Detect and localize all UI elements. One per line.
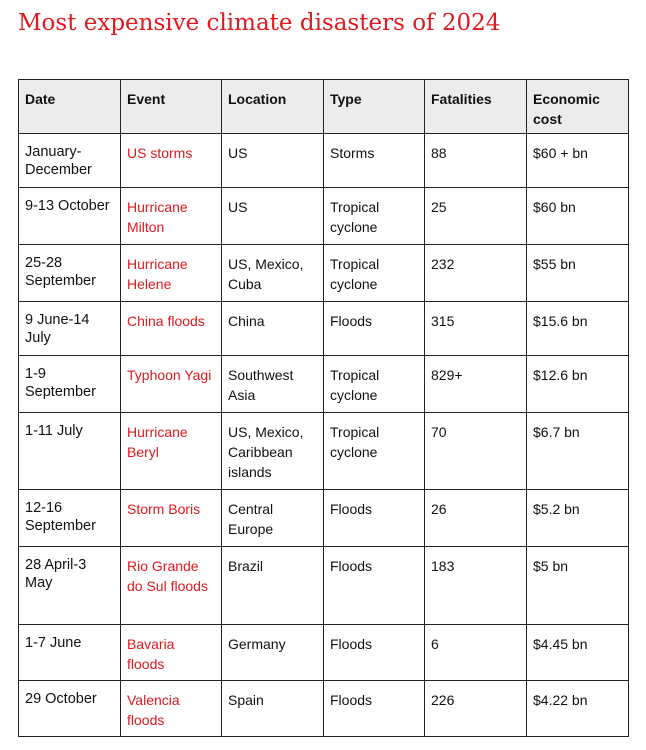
table-row <box>19 134 629 188</box>
table-row <box>19 547 629 625</box>
cell-event: Valencia floods <box>121 681 222 737</box>
cell-economic-cost: $60 bn <box>527 188 629 245</box>
page-title: Most expensive climate disasters of 2024 <box>18 10 501 36</box>
cell-event: Typhoon Yagi <box>121 356 222 413</box>
table-row <box>19 188 629 245</box>
cell-date: 12-16 September <box>19 490 121 547</box>
table-row <box>19 245 629 302</box>
cell-location: Germany <box>222 625 324 681</box>
cell-date: 1-7 June <box>19 625 121 681</box>
header-fatalities: Fatalities <box>425 80 527 134</box>
header-location: Location <box>222 80 324 134</box>
cell-location: US <box>222 188 324 245</box>
table-header-row <box>19 80 629 134</box>
table-row <box>19 302 629 356</box>
cell-fatalities: 183 <box>425 547 527 625</box>
cell-event: Hurricane Helene <box>121 245 222 302</box>
table-body <box>19 134 629 737</box>
cell-type: Floods <box>324 302 425 356</box>
cell-fatalities: 6 <box>425 625 527 681</box>
cell-economic-cost: $4.45 bn <box>527 625 629 681</box>
cell-date: 25-28 September <box>19 245 121 302</box>
table-row <box>19 490 629 547</box>
header-economic-cost: Economic cost <box>527 80 629 134</box>
cell-event: Hurricane Milton <box>121 188 222 245</box>
cell-fatalities: 70 <box>425 413 527 490</box>
cell-date: 1-11 July <box>19 413 121 490</box>
cell-type: Floods <box>324 490 425 547</box>
table-row <box>19 625 629 681</box>
cell-economic-cost: $6.7 bn <box>527 413 629 490</box>
cell-type: Floods <box>324 681 425 737</box>
cell-type: Tropical cyclone <box>324 356 425 413</box>
cell-date: 28 April-3 May <box>19 547 121 625</box>
cell-economic-cost: $55 bn <box>527 245 629 302</box>
disasters-table <box>18 79 629 737</box>
cell-location: US <box>222 134 324 188</box>
cell-location: Central Europe <box>222 490 324 547</box>
cell-location: China <box>222 302 324 356</box>
cell-fatalities: 315 <box>425 302 527 356</box>
cell-type: Tropical cyclone <box>324 245 425 302</box>
cell-date: 29 October <box>19 681 121 737</box>
cell-economic-cost: $60 + bn <box>527 134 629 188</box>
cell-location: Southwest Asia <box>222 356 324 413</box>
cell-type: Storms <box>324 134 425 188</box>
cell-type: Tropical cyclone <box>324 188 425 245</box>
cell-date: 1-9 September <box>19 356 121 413</box>
cell-economic-cost: $5.2 bn <box>527 490 629 547</box>
cell-date: January-December <box>19 134 121 188</box>
cell-fatalities: 25 <box>425 188 527 245</box>
cell-event: Storm Boris <box>121 490 222 547</box>
header-event: Event <box>121 80 222 134</box>
cell-location: Spain <box>222 681 324 737</box>
cell-event: US storms <box>121 134 222 188</box>
table-row <box>19 681 629 737</box>
cell-fatalities: 88 <box>425 134 527 188</box>
cell-fatalities: 829+ <box>425 356 527 413</box>
cell-location: US, Mexico, Caribbean islands <box>222 413 324 490</box>
cell-location: US, Mexico, Cuba <box>222 245 324 302</box>
cell-type: Tropical cyclone <box>324 413 425 490</box>
cell-economic-cost: $5 bn <box>527 547 629 625</box>
cell-date: 9-13 October <box>19 188 121 245</box>
cell-economic-cost: $15.6 bn <box>527 302 629 356</box>
cell-event: Hurricane Beryl <box>121 413 222 490</box>
cell-economic-cost: $4.22 bn <box>527 681 629 737</box>
header-date: Date <box>19 80 121 134</box>
cell-event: Bavaria floods <box>121 625 222 681</box>
cell-fatalities: 26 <box>425 490 527 547</box>
cell-type: Floods <box>324 625 425 681</box>
cell-date: 9 June-14 July <box>19 302 121 356</box>
cell-economic-cost: $12.6 bn <box>527 356 629 413</box>
cell-location: Brazil <box>222 547 324 625</box>
cell-fatalities: 232 <box>425 245 527 302</box>
header-type: Type <box>324 80 425 134</box>
cell-fatalities: 226 <box>425 681 527 737</box>
cell-event: Rio Grande do Sul floods <box>121 547 222 625</box>
cell-event: China floods <box>121 302 222 356</box>
table-row <box>19 356 629 413</box>
table-row <box>19 413 629 490</box>
cell-type: Floods <box>324 547 425 625</box>
